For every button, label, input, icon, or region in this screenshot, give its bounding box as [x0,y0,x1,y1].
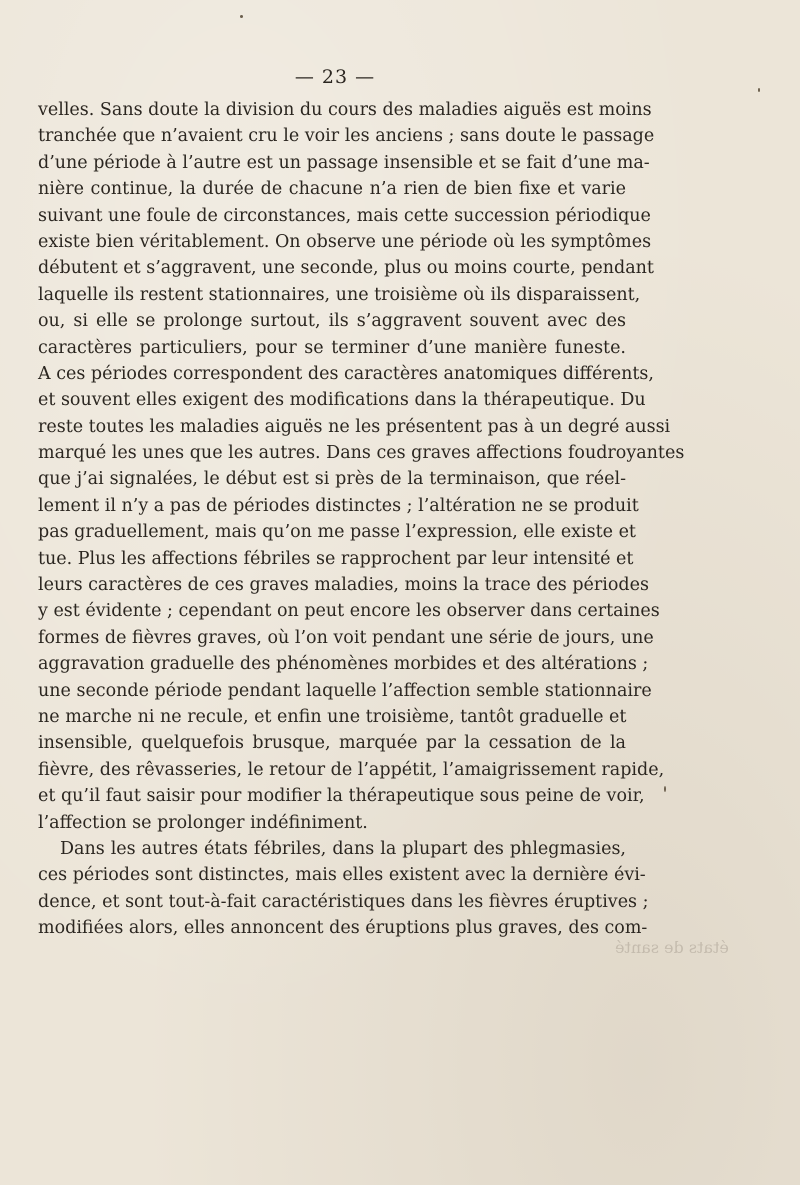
text-line: y est évidente ; cependant on peut encore les observer dans certaines [38,601,660,622]
text-line: une seconde période pendant laquelle l’affection semble stationnaire [38,680,652,701]
bleed-through-text: états de santé [615,938,729,957]
body-text [38,97,685,942]
text-line: existe bien véritablement. On observe une période où les symptômes [38,231,652,252]
text-line: tranchée que n’avaient cru le voir les anciens ; sans doute le passage [38,126,655,147]
text-line: que j’ai signalées, le début est si près de la terminaison, que réel- [38,469,626,490]
text-line: ces périodes sont distinctes, mais elles existent avec la dernière évi- [38,865,646,886]
text-line: nière continue, la durée de chacune n’a rien de bien fixe et varie [38,179,626,200]
text-line: modifiées alors, elles annoncent des éruptions plus graves, des com- [38,918,648,939]
text-line: marqué les unes que les autres. Dans ces graves affections foudroyantes [38,443,685,464]
text-line: tue. Plus les affections fébriles se rapprochent par leur intensité et [38,548,634,569]
text-line: l’affection se prolonger indéfiniment. [38,812,368,833]
text-line: velles. Sans doute la division du cours des maladies aiguës est moins [38,100,652,120]
text-line: suivant une foule de circonstances, mais cette succession périodique [38,205,651,226]
paper-speck [758,88,760,92]
text-line: ou, si elle se prolonge surtout, ils s’aggravent souvent avec des [38,311,626,332]
paragraph-start-line: Dans les autres états fébriles, dans la plupart des phlegmasies, [60,838,626,859]
text-line: fièvre, des rêvasseries, le retour de l’appétit, l’amaigrissement rapide, [38,759,665,780]
text-line: lement il n’y a pas de périodes distinctes ; l’altération ne se produit [38,495,639,516]
text-line: laquelle ils restent stationnaires, une troisième où ils disparaissent, [38,284,641,305]
text-line: aggravation graduelle des phénomènes morbides et des altérations ; [38,654,649,675]
text-line: leurs caractères de ces graves maladies, moins la trace des périodes [38,575,649,596]
paper-speck [240,15,243,18]
text-line: ne marche ni ne recule, et enfin une troisième, tantôt graduelle et [38,706,627,727]
text-line: et qu’il faut saisir pour modifier la thérapeutique sous peine de voir, [38,786,645,807]
page-number: — 23 — [294,66,376,88]
text-line: formes de fièvres graves, où l’on voit pendant une série de jours, une [38,627,654,648]
paper-speck [664,786,666,792]
text-line: dence, et sont tout-à-fait caractéristiques dans les fièvres éruptives ; [38,891,649,912]
text-line: d’une période à l’autre est un passage insensible et se fait d’une ma- [38,152,650,173]
text-line: pas graduellement, mais qu’on me passe l’expression, elle existe et [38,522,636,543]
text-line: A ces périodes correspondent des caractères anatomiques différents, [38,363,654,384]
text-line: caractères particuliers, pour se terminer d’une manière funeste. [38,337,626,358]
text-line: reste toutes les maladies aiguës ne les présentent pas à un degré aussi [38,416,671,437]
text-line: débutent et s’aggravent, une seconde, plus ou moins courte, pendant [38,258,654,279]
text-line: insensible, quelquefois brusque, marquée par la cessation de la [38,733,626,754]
text-line: et souvent elles exigent des modifications dans la thérapeutique. Du [38,390,646,411]
